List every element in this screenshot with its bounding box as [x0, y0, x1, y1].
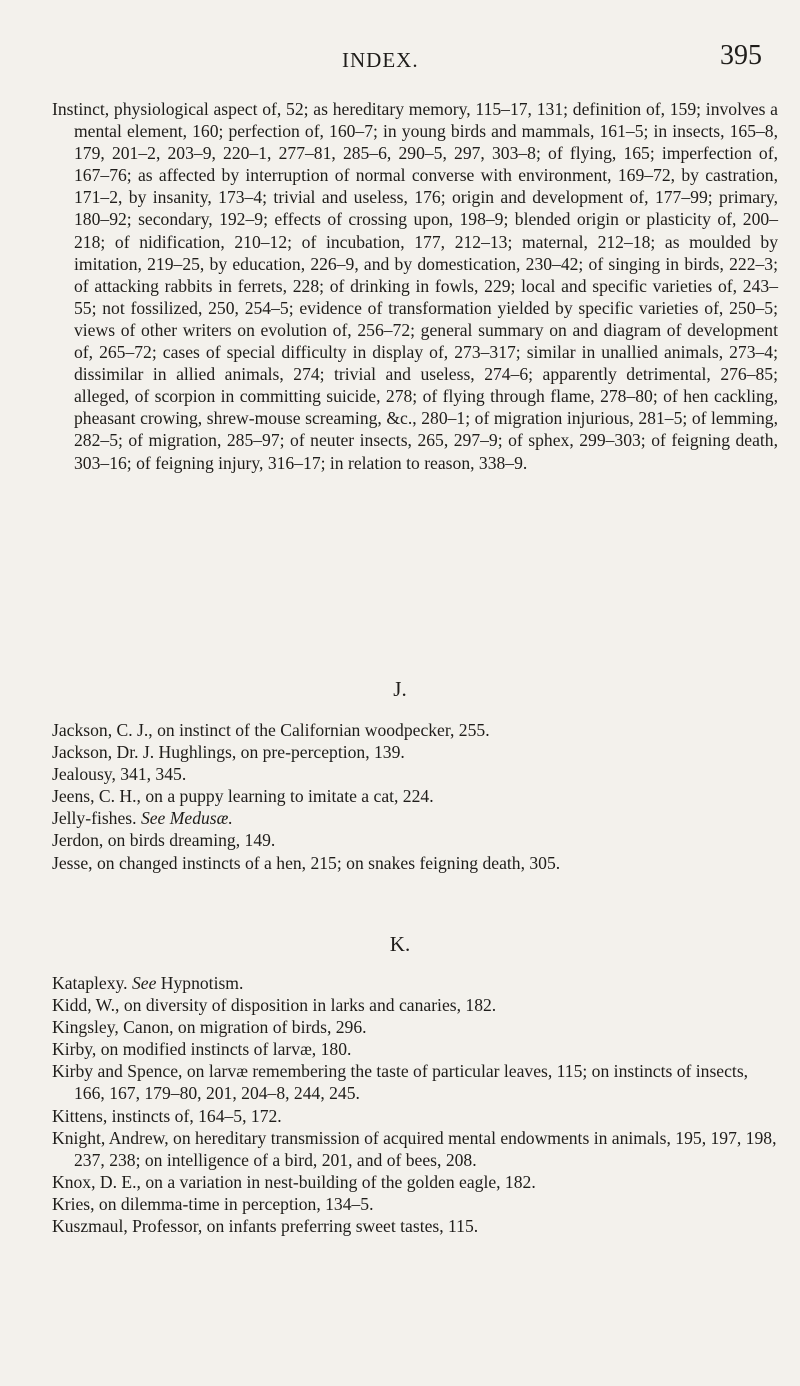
section-heading-k: K.: [389, 932, 411, 956]
index-entry: Kirby and Spence, on larvæ remembering the taste of particular leaves, 115; on instincts of insects, 166, 167, 179–80, 201, 204–8, 244, 245.: [52, 1061, 749, 1104]
instinct-entry: [52, 98, 778, 474]
index-entry: Kuszmaul, Professor, on infants preferring sweet tastes, 115.: [52, 1216, 479, 1237]
page-header: [52, 40, 770, 80]
index-entry: Jealousy, 341, 345.: [52, 764, 187, 785]
section-heading-j: J.: [393, 677, 407, 701]
cross-reference: See Medusæ.: [140, 808, 233, 829]
index-entry: Jesse, on changed instincts of a hen, 215; on snakes feigning death, 305.: [52, 852, 561, 873]
section-k-list: [52, 972, 778, 1237]
index-entry: Kidd, W., on diversity of disposition in larks and canaries, 182.: [52, 995, 497, 1016]
index-entry: Knight, Andrew, on hereditary transmission of acquired mental endowments in animals, 195, 197, 198, 237, 238; on intelligence of a bird, 201, and of bees, 208.: [52, 1127, 777, 1170]
index-entry: Kirby, on modified instincts of larvæ, 180.: [52, 1039, 352, 1060]
index-entry: Kries, on dilemma-time in perception, 134–5.: [52, 1193, 374, 1214]
index-entry: Jelly-fishes. See Medusæ.: [52, 808, 233, 829]
running-title: INDEX.: [342, 48, 419, 72]
cross-reference: See: [131, 973, 157, 993]
page-number: 395: [720, 40, 762, 71]
index-entry: Jackson, Dr. J. Hughlings, on pre-perception, 139.: [52, 742, 405, 763]
index-entry: Knox, D. E., on a variation in nest-building of the golden eagle, 182.: [52, 1171, 536, 1192]
index-entry: Jackson, C. J., on instinct of the Californian woodpecker, 255.: [52, 720, 490, 740]
instinct-entry-text: Instinct, physiological aspect of, 52; as hereditary memory, 115–17, 131; definition of, 159; involves a mental element, 160; perfection of, 160–7; in young birds and mammals, 161–5; in insects, 165–8, 179, 201–2, 203–9, 220–1, 277–81, 285–6, 290–5, 297, 303–8; of flying, 165; imperfection of, 167–76; as affected by interruption of normal converse with environment, 169–72, by castration, 171–2, by insanity, 173–4; trivial and useless, 176; origin and development of, 177–99; primary, 180–92; secondary, 192–9; effects of crossing upon, 198–9; blended origin or plasticity of, 200–218; of nidification, 210–12; of incubation, 177, 212–13; maternal, 212–18; as moulded by imitation, 219–25, by education, 226–9, and by domestication, 230–42; of singing in birds, 222–3; of attacking rabbits in ferrets, 228; of drinking in fowls, 229; local and specific varieties of, 243–55; not fossilized, 250, 254–5; evidence of transformation yielded by specific varieties of, 250–5; views of other writers on evolution of, 256–72; general summary on and diagram of development of, 265–72; cases of special difficulty in display of, 273–317; similar in unallied animals, 273–4; dissimilar in allied animals, 274; trivial and useless, 274–6; apparently detrimental, 276–85; alleged, of scorpion in committing suicide, 278; of flying through flame, 278–80; of hen cackling, pheasant crowing, shrew-mouse screaming, &c., 280–1; of migration injurious, 281–5; of lemming, 282–5; of migration, 285–97; of neuter insects, 265, 297–9; of sphex, 299–303; of feigning death, 303–16; of feigning injury, 316–17; in relation to reason, 338–9.: [52, 99, 778, 473]
index-entry: Kittens, instincts of, 164–5, 172.: [52, 1105, 282, 1126]
section-j-list: [52, 719, 778, 874]
index-entry: Kataplexy. See Hypnotism.: [52, 973, 244, 993]
index-entry: Jerdon, on birds dreaming, 149.: [52, 830, 276, 851]
index-entry: Kingsley, Canon, on migration of birds, 296.: [52, 1017, 367, 1038]
index-entry: Jeens, C. H., on a puppy learning to imitate a cat, 224.: [52, 786, 434, 807]
